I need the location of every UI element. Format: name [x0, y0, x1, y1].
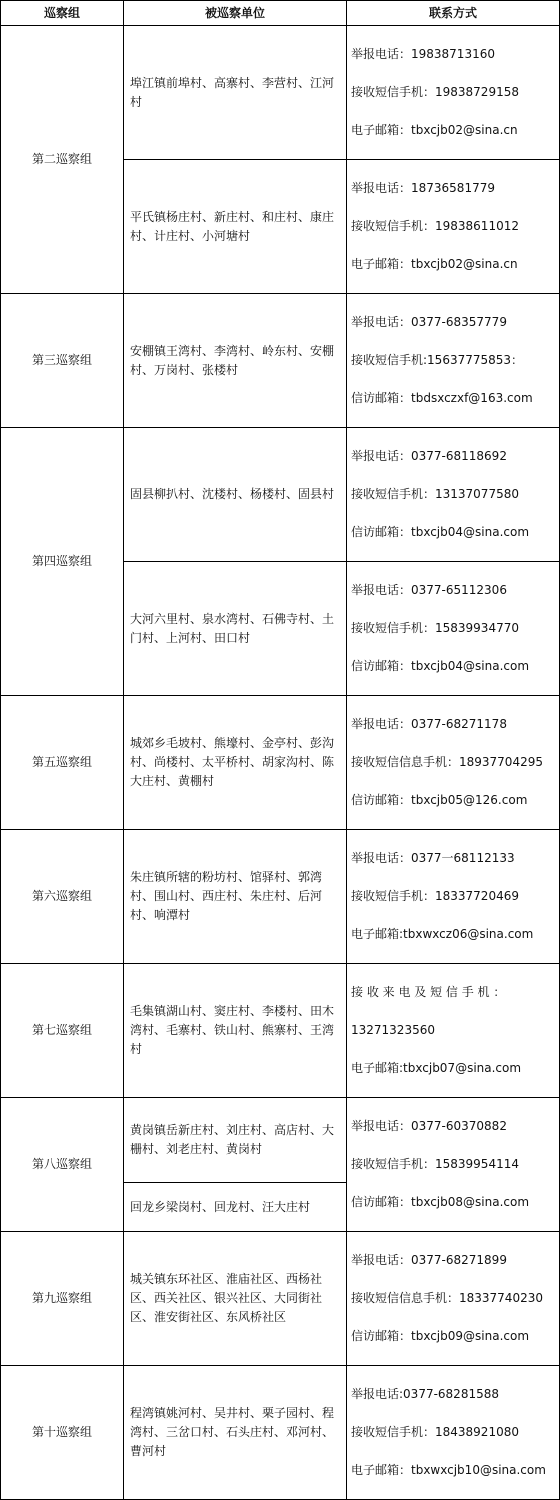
unit-cell: 城郊乡毛坡村、熊壕村、金亭村、彭沟村、尚楼村、太平桥村、胡家沟村、陈大庄村、黄棚村	[124, 696, 347, 830]
email: 信访邮箱：tbxcjb04@sina.com	[351, 659, 530, 673]
table-row	[1, 1232, 560, 1366]
report-phone: 举报电话：18736581779	[351, 181, 495, 195]
sms-phone: 接收短信手机：19838611012	[351, 219, 519, 233]
contact-cell	[347, 1098, 560, 1232]
report-phone: 举报电话：19838713160	[351, 47, 495, 61]
report-phone: 举报电话：0377-65112306	[351, 583, 507, 597]
report-phone: 举报电话：0377-68271899	[351, 1253, 507, 1267]
report-phone: 举报电话：0377-60370882	[351, 1119, 507, 1133]
email: 信访邮箱：tbxcjb08@sina.com	[351, 1195, 530, 1209]
unit-cell: 平氏镇杨庄村、新庄村、和庄村、康庄村、计庄村、小河塘村	[124, 160, 347, 294]
header-contact: 联系方式	[347, 1, 560, 26]
sms-phone: 接收短信手机：18337720469	[351, 889, 519, 903]
report-phone: 举报电话：0377-68118692	[351, 449, 507, 463]
email: 电子邮箱:tbxwxcz06@sina.com	[351, 927, 534, 941]
contact-cell	[347, 26, 560, 160]
email: 电子邮箱:tbxcjb07@sina.com	[351, 1061, 522, 1075]
email: 信访邮箱：tbxcjb09@sina.com	[351, 1329, 530, 1343]
table-row	[1, 1098, 560, 1183]
report-phone: 举报电话:0377-68281588	[351, 1387, 499, 1401]
call-sms-phone: 13271323560	[351, 1023, 435, 1037]
contact-cell	[347, 964, 560, 1098]
table-row	[1, 830, 560, 964]
email: 电子邮箱：tbxcjb02@sina.cn	[351, 123, 518, 137]
table-row	[1, 964, 560, 1098]
sms-phone: 接收短信信息手机：18337740230	[351, 1291, 543, 1305]
contact-cell	[347, 696, 560, 830]
group-name: 第九巡察组	[1, 1232, 124, 1366]
group-name: 第四巡察组	[1, 428, 124, 696]
sms-phone: 接收短信手机：13137077580	[351, 487, 519, 501]
contact-cell	[347, 1366, 560, 1500]
header-row	[1, 1, 560, 26]
unit-cell: 城关镇东环社区、淮庙社区、西杨社区、西关社区、银兴社区、大同街社区、淮安街社区、东风桥社区	[124, 1232, 347, 1366]
contact-cell	[347, 830, 560, 964]
contact-cell	[347, 562, 560, 696]
group-name: 第二巡察组	[1, 26, 124, 294]
contact-cell	[347, 294, 560, 428]
table-row	[1, 1366, 560, 1500]
call-sms-phone-label: 接 收 来 电 及 短 信 手 机 ：	[351, 985, 506, 999]
sms-phone: 接收短信手机：19838729158	[351, 85, 519, 99]
group-name: 第七巡察组	[1, 964, 124, 1098]
group-name: 第六巡察组	[1, 830, 124, 964]
email: 信访邮箱：tbxcjb05@126.com	[351, 793, 528, 807]
table-row	[1, 26, 560, 160]
unit-cell: 程湾镇姚河村、吴井村、栗子园村、程湾村、三岔口村、石头庄村、邓河村、曹河村	[124, 1366, 347, 1500]
sms-phone: 接收短信手机：18438921080	[351, 1425, 519, 1439]
table-row	[1, 428, 560, 562]
unit-cell: 大河六里村、泉水湾村、石佛寺村、土门村、上河村、田口村	[124, 562, 347, 696]
unit-cell: 安棚镇王湾村、李湾村、岭东村、安棚村、万岗村、张楼村	[124, 294, 347, 428]
report-phone: 举报电话：0377-68271178	[351, 717, 507, 731]
table-row	[1, 294, 560, 428]
contact-cell	[347, 1232, 560, 1366]
header-unit: 被巡察单位	[124, 1, 347, 26]
unit-cell: 回龙乡梁岗村、回龙村、汪大庄村	[124, 1183, 347, 1232]
unit-cell: 黄岗镇岳新庄村、刘庄村、高店村、大栅村、刘老庄村、黄岗村	[124, 1098, 347, 1183]
group-name: 第十巡察组	[1, 1366, 124, 1500]
sms-phone: 接收短信信息手机：18937704295	[351, 755, 543, 769]
unit-cell: 朱庄镇所辖的粉坊村、馆驿村、郭湾村、围山村、西庄村、朱庄村、后河村、响潭村	[124, 830, 347, 964]
group-name: 第五巡察组	[1, 696, 124, 830]
unit-cell: 埠江镇前埠村、高寨村、李营村、江河村	[124, 26, 347, 160]
unit-cell: 毛集镇湖山村、窦庄村、李楼村、田木湾村、毛寨村、铁山村、熊寨村、王湾村	[124, 964, 347, 1098]
email: 电子邮箱：tbxwxcjb10@sina.com	[351, 1463, 546, 1477]
email: 信访邮箱：tbdsxczxf@163.com	[351, 391, 533, 405]
sms-phone: 接收短信手机：15839934770	[351, 621, 519, 635]
sms-phone: 接收短信手机：15839954114	[351, 1157, 519, 1171]
report-phone: 举报电话：0377一68112133	[351, 851, 515, 865]
email: 电子邮箱：tbxcjb02@sina.cn	[351, 257, 518, 271]
sms-phone: 接收短信手机:15637775853：	[351, 353, 524, 367]
unit-cell: 固县柳扒村、沈楼村、杨楼村、固县村	[124, 428, 347, 562]
report-phone: 举报电话：0377-68357779	[351, 315, 507, 329]
email: 信访邮箱：tbxcjb04@sina.com	[351, 525, 530, 539]
contact-cell	[347, 160, 560, 294]
contact-cell	[347, 428, 560, 562]
header-group: 巡察组	[1, 1, 124, 26]
group-name: 第三巡察组	[1, 294, 124, 428]
group-name: 第八巡察组	[1, 1098, 124, 1232]
table-row	[1, 696, 560, 830]
